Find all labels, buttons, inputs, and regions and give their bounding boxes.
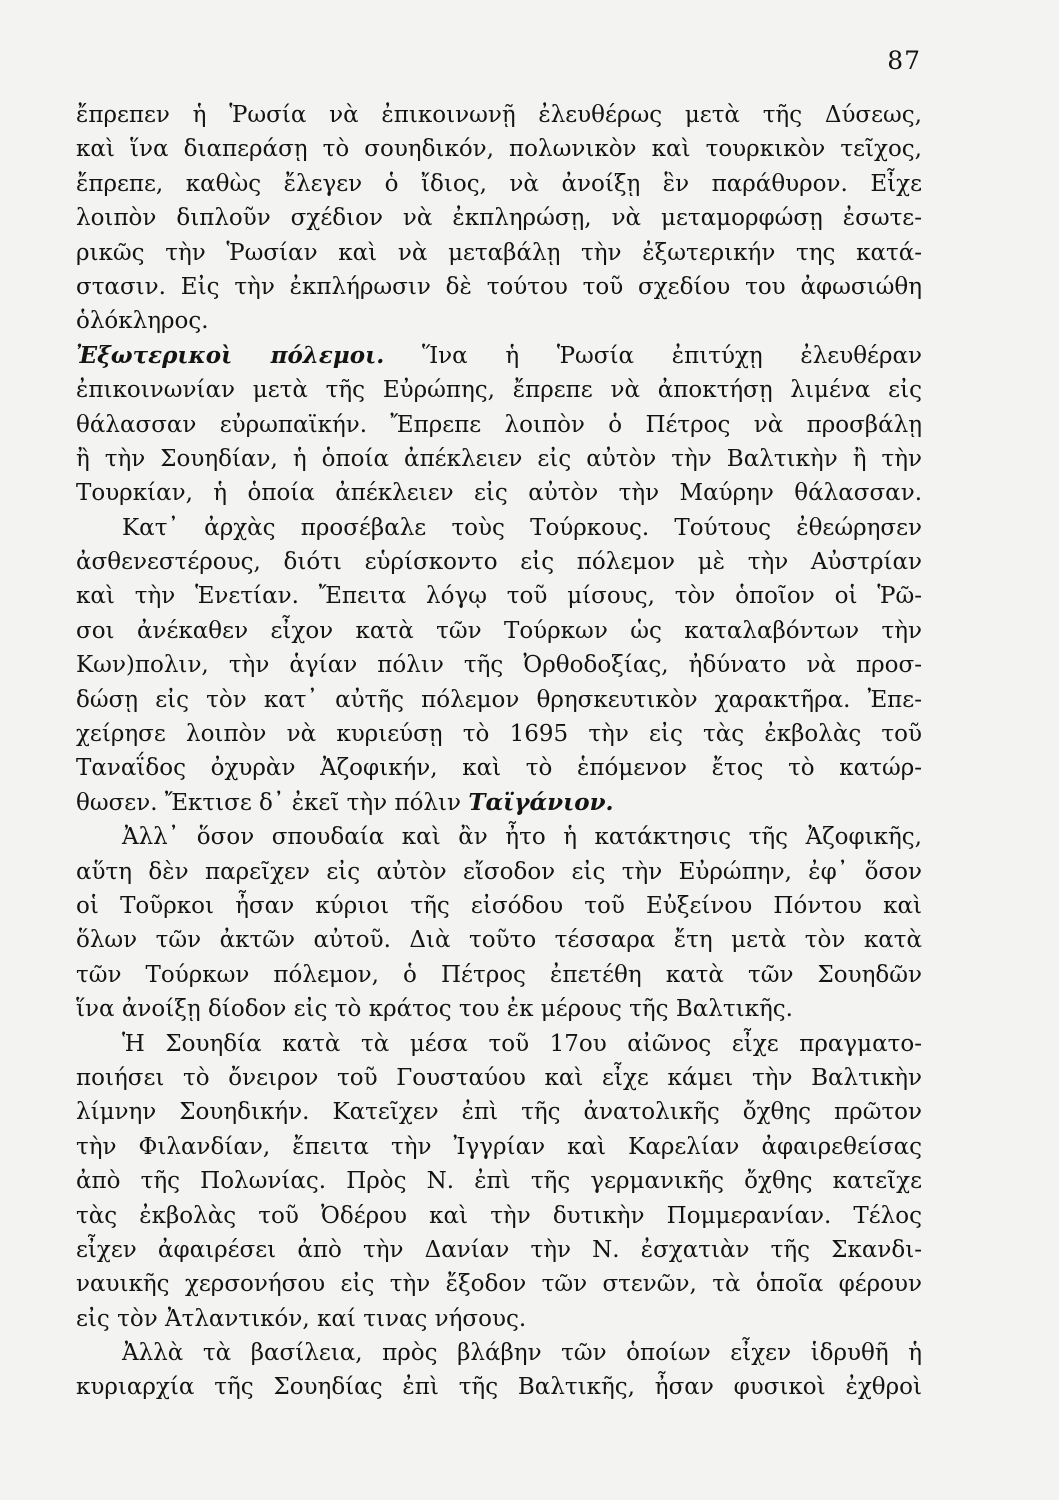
page-number: 87: [887, 46, 921, 75]
text-line: εἰς τὸν Ἀτλαντικόν, καί τινας νήσους.: [76, 1305, 527, 1332]
text-line: εἶχεν ἀφαιρέσει ἀπὸ τὴν Δανίαν τὴν Ν. ἐσχατιὰν τῆς Σκανδι-: [76, 1236, 922, 1263]
text-line: ἔπρεπε, καθὼς ἔλεγεν ὁ ἴδιος, νὰ ἀνοίξῃ ἓν παράθυρον. Εἶχε: [76, 170, 922, 197]
text-line: χείρησε λοιπὸν νὰ κυριεύσῃ τὸ 1695 τὴν εἰς τὰς ἐκβολὰς τοῦ: [76, 721, 922, 748]
text-line: τῶν Τούρκων πόλεμον, ὁ Πέτρος ἐπετέθη κατὰ τῶν Σουηδῶν: [76, 961, 922, 988]
text-line: ρικῶς τὴν Ῥωσίαν καὶ νὰ μεταβάλῃ τὴν ἐξωτερικήν της κατά-: [76, 239, 922, 266]
text-line: Ἀλλὰ τὰ βασίλεια, πρὸς βλάβην τῶν ὁποίων εἶχεν ἱδρυθῆ ἡ: [122, 1340, 922, 1367]
text-line: λοιπὸν διπλοῦν σχέδιον νὰ ἐκπληρώσῃ, νὰ μεταμορφώσῃ ἐσωτε-: [76, 205, 922, 232]
text-line: Ἡ Σουηδία κατὰ τὰ μέσα τοῦ 17ου αἰῶνος εἶχε πραγματο-: [122, 1030, 922, 1057]
text-line: ναυικῆς χερσονήσου εἰς τὴν ἔξοδον τῶν στενῶν, τὰ ὁποῖα φέρουν: [76, 1271, 922, 1298]
text-line: ἢ τὴν Σουηδίαν, ἡ ὁποία ἀπέκλειεν εἰς αὐτὸν τὴν Βαλτικὴν ἢ τὴν: [76, 445, 922, 472]
text-line: τὴν Φιλανδίαν, ἔπειτα τὴν Ἰγγρίαν καὶ Καρελίαν ἀφαιρεθείσας: [76, 1133, 922, 1160]
text-line-rest: Ἵνα ἡ Ῥωσία ἐπιτύχῃ ἐλευθέραν: [421, 342, 922, 369]
text-line: ὁλόκληρος.: [76, 308, 209, 335]
text-line: τὰς ἐκβολὰς τοῦ Ὀδέρου καὶ τὴν δυτικὴν Πομμερανίαν. Τέλος: [76, 1202, 922, 1229]
text-line: Τουρκίαν, ἡ ὁποία ἀπέκλειεν εἰς αὐτὸν τὴν Μαύρην θάλασσαν.: [76, 480, 922, 507]
section-heading-line: [76, 339, 922, 373]
body-text: [76, 98, 922, 1405]
text-line: Ἀλλ᾽ ὅσον σπουδαία καὶ ἂν ἦτο ἡ κατάκτησις τῆς Ἀζοφικῆς,: [122, 824, 922, 851]
text-line: στασιν. Εἰς τὴν ἐκπλήρωσιν δὲ τούτου τοῦ σχεδίου του ἀφωσιώθη: [76, 273, 922, 300]
text-line-start: θωσεν. Ἔκτισε δ᾽ ἐκεῖ τὴν πόλιν: [76, 789, 462, 816]
text-line: δώσῃ εἰς τὸν κατ᾽ αὐτῆς πόλεμον θρησκευτικὸν χαρακτῆρα. Ἐπε-: [76, 686, 922, 713]
text-line: αὕτη δὲν παρεῖχεν εἰς αὐτὸν εἴσοδον εἰς τὴν Εὐρώπην, ἐφ᾽ ὅσον: [76, 858, 922, 885]
text-line: ἀσθενεστέρους, διότι εὑρίσκοντο εἰς πόλεμον μὲ τὴν Αὐστρίαν: [76, 549, 922, 576]
text-line: ποιήσει τὸ ὄνειρον τοῦ Γουσταύου καὶ εἶχε κάμει τὴν Βαλτικὴν: [76, 1064, 922, 1091]
text-line: σοι ἀνέκαθεν εἶχον κατὰ τῶν Τούρκων ὡς καταλαβόντων τὴν: [76, 617, 922, 644]
text-line: ἵνα ἀνοίξῃ δίοδον εἰς τὸ κράτος του ἐκ μέρους τῆς Βαλτικῆς.: [76, 996, 793, 1023]
text-line: ἀπὸ τῆς Πολωνίας. Πρὸς Ν. ἐπὶ τῆς γερμανικῆς ὄχθης κατεῖχε: [76, 1168, 922, 1195]
text-line: ἔπρεπεν ἡ Ῥωσία νὰ ἐπικοινωνῇ ἐλευθέρως μετὰ τῆς Δύσεως,: [76, 102, 922, 128]
text-line: Ταναΐδος ὀχυρὰν Ἀζοφικήν, καὶ τὸ ἑπόμενον ἔτος τὸ κατώρ-: [76, 755, 922, 782]
text-line: ὅλων τῶν ἀκτῶν αὐτοῦ. Διὰ τοῦτο τέσσαρα ἔτη μετὰ τὸν κατὰ: [76, 927, 922, 954]
text-line: καὶ τὴν Ἑνετίαν. Ἔπειτα λόγῳ τοῦ μίσους, τὸν ὁποῖον οἱ Ῥῶ-: [76, 583, 922, 610]
section-heading: Ἐξωτερικοὶ πόλεμοι.: [76, 341, 385, 369]
text-line: ἐπικοινωνίαν μετὰ τῆς Εὐρώπης, ἔπρεπε νὰ ἀποκτήσῃ λιμένα εἰς: [76, 377, 922, 404]
text-line: [76, 786, 922, 820]
text-line: Κατ᾽ ἀρχὰς προσέβαλε τοὺς Τούρκους. Τούτους ἐθεώρησεν: [122, 514, 922, 541]
text-line: οἱ Τοῦρκοι ἦσαν κύριοι τῆς εἰσόδου τοῦ Εὐξείνου Πόντου καὶ: [76, 892, 922, 919]
text-line: λίμνην Σουηδικήν. Κατεῖχεν ἐπὶ τῆς ἀνατολικῆς ὄχθης πρῶτον: [76, 1099, 922, 1126]
text-line: κυριαρχία τῆς Σουηδίας ἐπὶ τῆς Βαλτικῆς, ἦσαν φυσικοὶ ἐχθροὶ: [76, 1374, 922, 1401]
text-line: θάλασσαν εὐρωπαϊκήν. Ἔπρεπε λοιπὸν ὁ Πέτρος νὰ προσβάλῃ: [76, 411, 922, 438]
text-line: Κων)πολιν, τὴν ἁγίαν πόλιν τῆς Ὀρθοδοξίας, ἠδύνατο νὰ προσ-: [76, 652, 922, 679]
text-line: καὶ ἵνα διαπεράσῃ τὸ σουηδικόν, πολωνικὸν καὶ τουρκικὸν τεῖχος,: [76, 136, 922, 163]
emphasized-word: Ταϊγάνιον.: [468, 788, 614, 816]
